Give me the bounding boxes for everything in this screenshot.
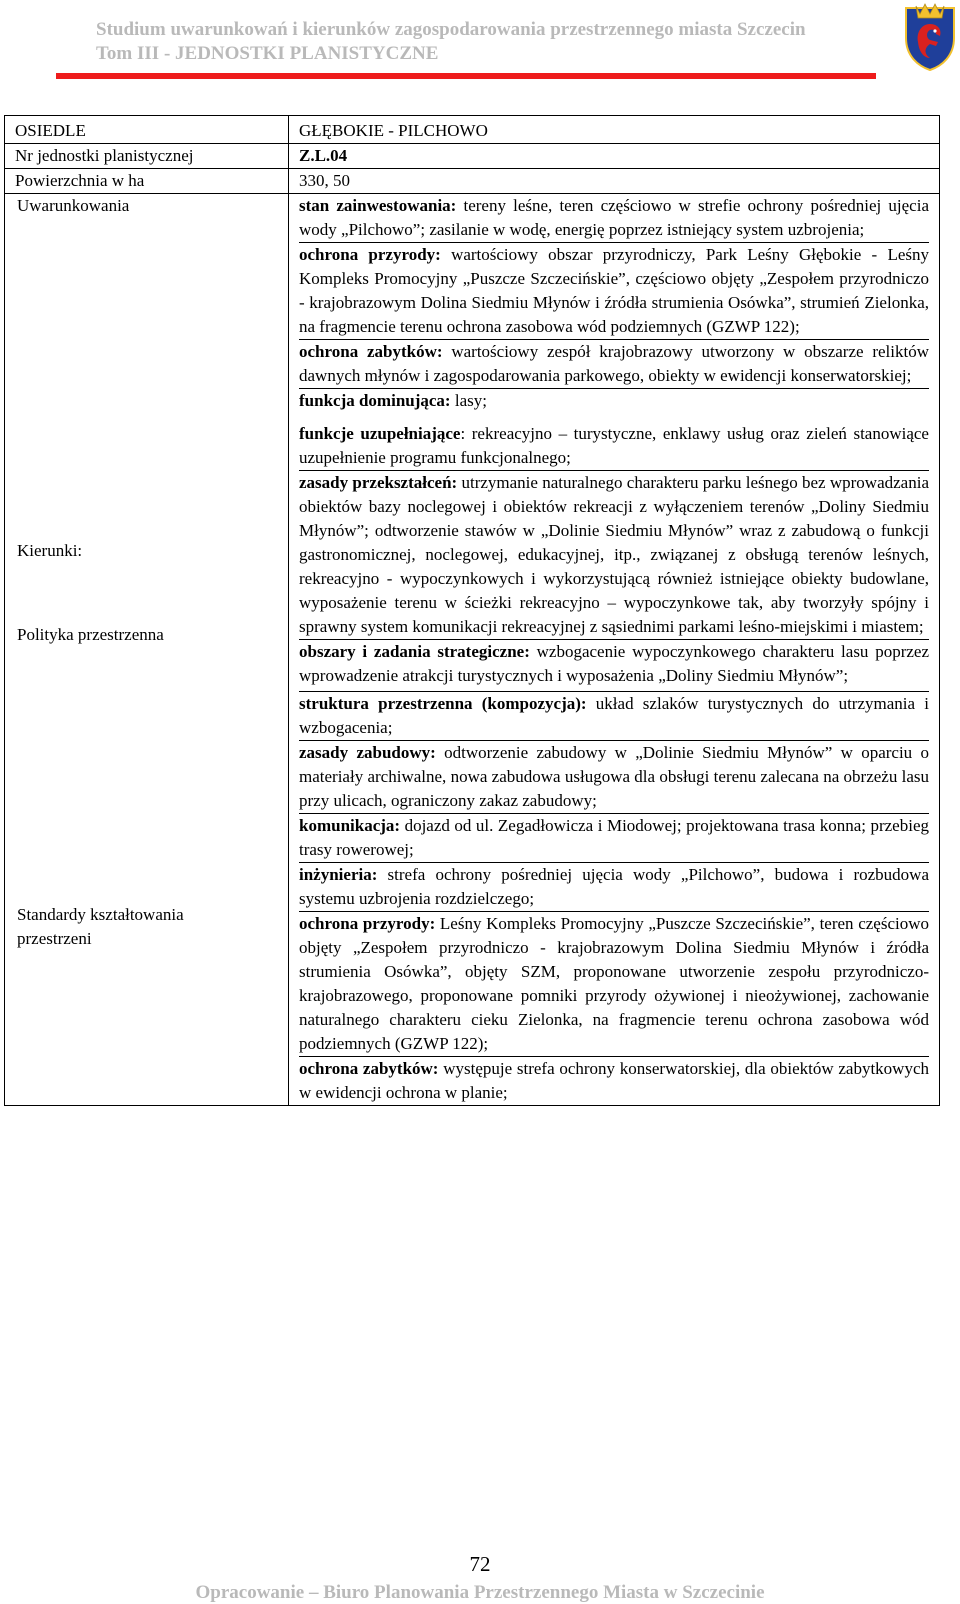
polityka-label: Polityka przestrzenna [17,625,164,644]
document-title [96,18,886,66]
uwarunkowania-item: ochrona zabytków: wartościowy zespół krajobrazowy utworzony w obszarze reliktów dawnych młynów i zagospodarowania parkowego, obiekty w ewidencji konserwatorskiej; [299,340,929,389]
kierunki-label: Kierunki: [17,541,83,560]
title-line-1: Studium uwarunkowań i kierunków zagospodarowania przestrzennego miasta Szczecin [96,19,806,40]
page-header [0,0,960,90]
planning-unit-table [4,115,940,1106]
footer-text: Opracowanie – Biuro Planowania Przestrzennego Miasta w Szczecinie [195,1582,765,1603]
standardy-item: ochrona przyrody: Leśny Kompleks Promocyjny „Puszcze Szczecińskie”, teren częściowo objęty „Zespołem przyrodniczo - krajobrazowym Dolina Siedmiu Młynów i źródła strumienia Osówka”, objęty SZM, proponowane utworzenie zespołu przyrodniczo-krajobrazowego, proponowane pomniki przyrody ożywionej i nieożywionej, zachowanie naturalnego charakteru cieku Zielonka, na fragmencie terenu ochrona zasobowa wód podziemnych (GZWP 122); [299,912,929,1057]
uwarunkowania-label: Uwarunkowania [17,196,130,215]
page-number: 72 [469,1552,491,1576]
unit-number-value: Z.L.04 [289,144,940,169]
standardy-item: struktura przestrzenna (kompozycja): układ szlaków turystycznych do utrzymania i wzbogacenia; [299,692,929,741]
uwarunkowania-item: ochrona przyrody: wartościowy obszar przyrodniczy, Park Leśny Głębokie - Leśny Kompleks Promocyjny „Puszcze Szczecińskie”, częściowo objęty „Zespołem przyrodniczo - krajobrazowym Dolina Siedmiu Młynów i źródła strumienia Osówka”, strumień Zielonka, na fragmencie terenu ochrona zasobowa wód podziemnych (GZWP 122); [299,243,929,340]
osiedle-value: GŁĘBOKIE - PILCHOWO [289,116,940,144]
kierunki-item: funkcje uzupełniające: rekreacyjno – turystyczne, enklawy usług oraz zieleń stanowiące uzupełnienie programu funkcjonalnego; [299,422,929,471]
title-line-2: Tom III - JEDNOSTKI PLANISTYCZNE [96,43,439,64]
polityka-item: obszary i zadania strategiczne: wzbogacenie wypoczynkowego charakteru lasu poprzez wprowadzenie atrakcji turystycznych i wyposażenia „Doliny Siedmiu Młynów”; [299,640,929,692]
area-value: 330, 50 [289,169,940,194]
section-labels-cell [5,194,289,1106]
section-content-cell [289,194,940,1106]
standardy-label: Standardy kształtowania przestrzeni [17,905,184,948]
table-row [5,144,940,169]
polityka-item: zasady przekształceń: utrzymanie naturalnego charakteru parku leśnego bez wprowadzania obiektów bazy noclegowej i obiektów rekreacji z wyłączeniem terenów „Doliny Siedmiu Młynów”; odtworzenie stawów w „Dolinie Siedmiu Młynów” wraz z zabudową o funkcji gastronomicznej, noclegowej, edukacyjnej, itp., związanej z obsługą terenów leśnych, rekreacyjno - wypoczynkowych i wykorzystującą również istniejące obiekty budowlane, wyposażenie terenu w ścieżki rekreacyjno – wypoczynkowe tak, aby tworzyły spójny i sprawny system komunikacji rekreacyjnej z sąsiednimi parkami leśno-miejskimi i miastem; [299,471,929,640]
unit-number-label: Nr jednostki planistycznej [5,144,289,169]
uwarunkowania-item: stan zainwestowania: tereny leśne, teren częściowo w strefie ochrony pośredniej ujęcia wody „Pilchowo”; zasilanie w wodę, energię poprzez istniejący system uzbrojenia; [299,194,929,243]
kierunki-item: funkcja dominująca: lasy; [299,391,487,410]
table-row [5,116,940,144]
szczecin-crest-icon [902,2,958,72]
header-rule [56,73,876,79]
table-row [5,194,940,1106]
standardy-item: zasady zabudowy: odtworzenie zabudowy w „Dolinie Siedmiu Młynów” w oparciu o materiały archiwalne, nowa zabudowa usługowa dla obsługi terenu zalecana na obrzeżu lasu przy ulicach, ograniczony zakaz zabudowy; [299,741,929,814]
table-row [5,169,940,194]
standardy-item: inżynieria: strefa ochrony pośredniej ujęcia wody „Pilchowo”, budowa i rozbudowa systemu uzbrojenia rozdzielczego; [299,863,929,912]
standardy-item: komunikacja: dojazd od ul. Zegadłowicza i Miodowej; projektowana trasa konna; przebieg trasy rowerowej; [299,814,929,863]
standardy-item: ochrona zabytków: występuje strefa ochrony konserwatorskiej, dla obiektów zabytkowych w ewidencji ochrona w planie; [299,1059,930,1102]
osiedle-label: OSIEDLE [5,116,289,144]
area-label: Powierzchnia w ha [5,169,289,194]
